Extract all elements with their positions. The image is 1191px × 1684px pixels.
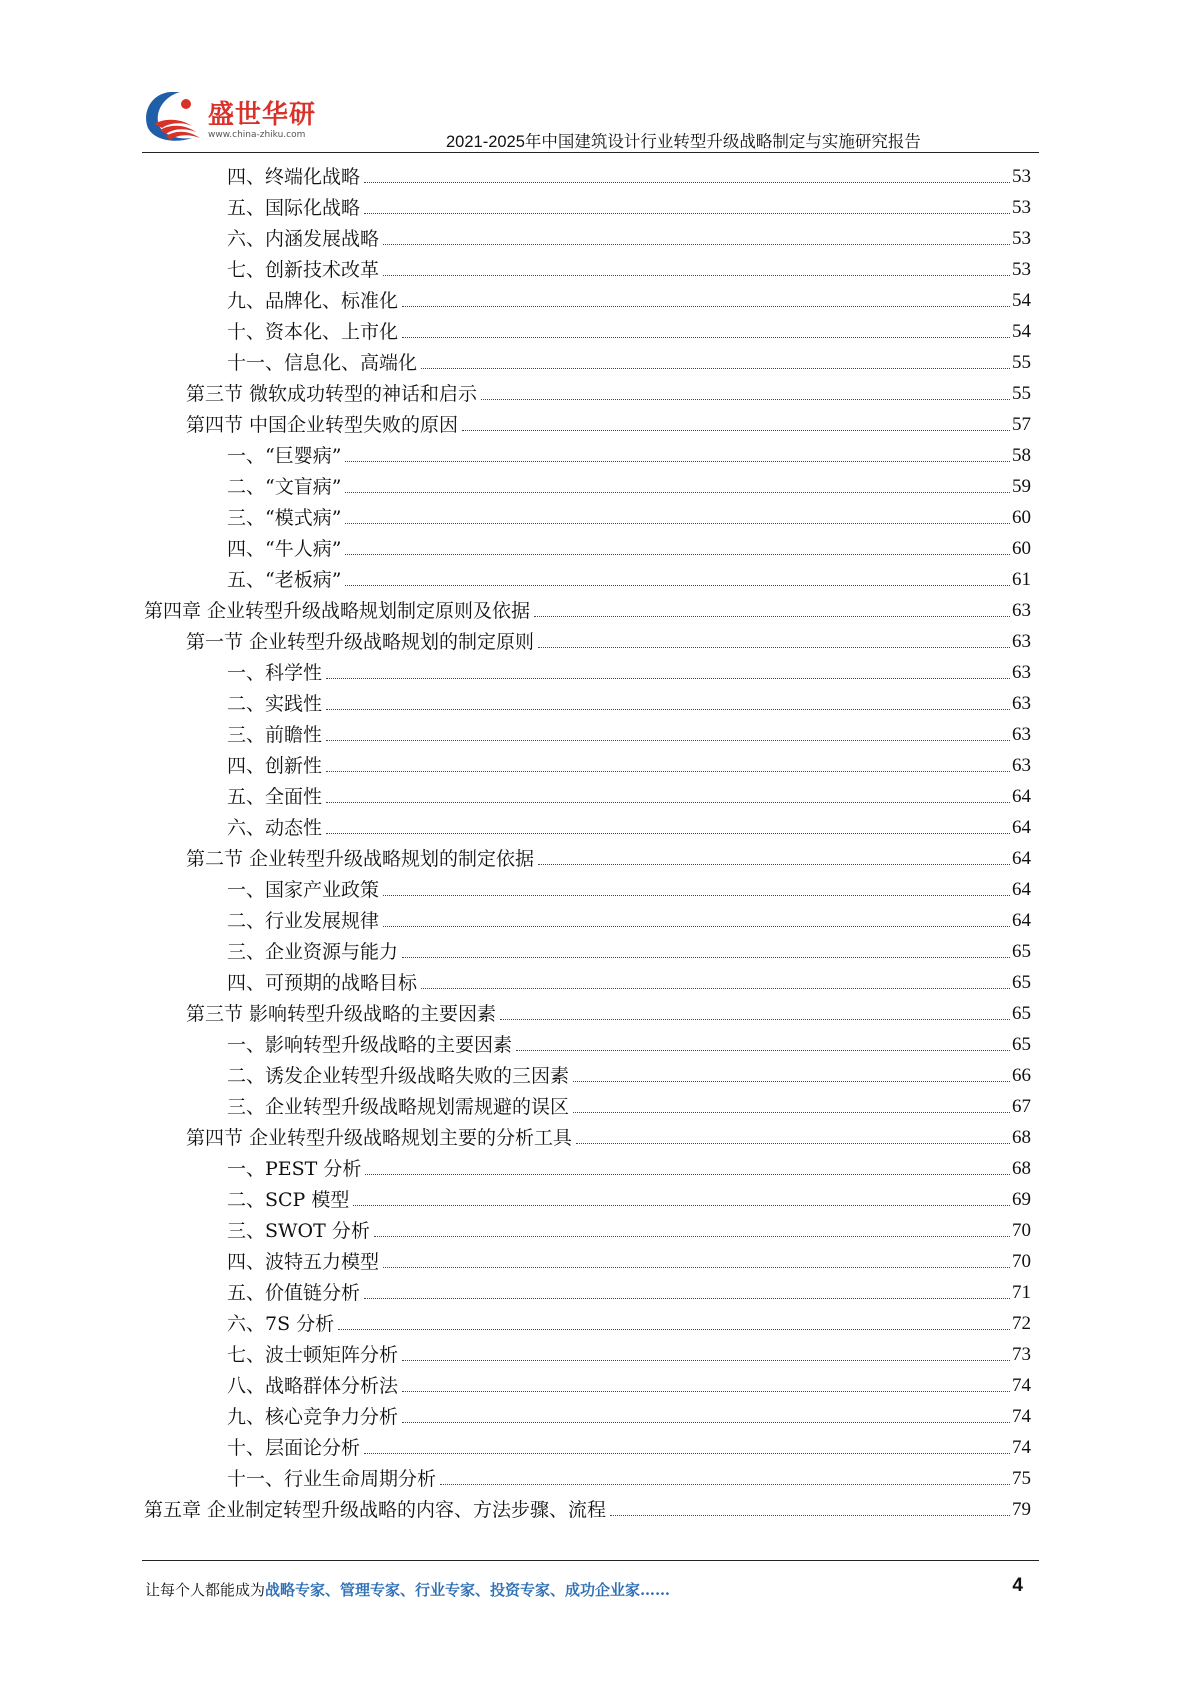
toc-entry-title: 四、波特五力模型 [227, 1251, 380, 1273]
toc-entry-title: 二、行业发展规律 [227, 910, 380, 932]
toc-entry[interactable] [186, 623, 1031, 654]
toc-entry-title: 三、“模式病” [227, 507, 342, 529]
logo-url: www.china-zhiku.com [208, 130, 306, 140]
toc-entry[interactable] [227, 1460, 1031, 1491]
toc-entry-page: 54 [1012, 290, 1031, 311]
toc-entry[interactable] [227, 220, 1031, 251]
toc-entry-title: 三、SWOT 分析 [227, 1220, 370, 1242]
toc-entry[interactable] [227, 716, 1031, 747]
toc-entry-page: 63 [1012, 755, 1031, 776]
toc-entry-page: 64 [1012, 848, 1031, 869]
toc-entry-title: 十、资本化、上市化 [227, 321, 399, 343]
toc-entry-page: 73 [1012, 1344, 1031, 1365]
toc-entry[interactable] [227, 871, 1031, 902]
toc-entry[interactable] [227, 654, 1031, 685]
toc-dot-leader [383, 244, 1010, 245]
slogan-highlight: 战略专家、管理专家、行业专家、投资专家、成功企业家…… [265, 1581, 671, 1599]
toc-entry[interactable] [227, 1243, 1031, 1274]
toc-entry-page: 61 [1012, 569, 1031, 590]
toc-dot-leader [573, 1112, 1010, 1113]
toc-entry-title: 二、SCP 模型 [227, 1189, 350, 1211]
toc-dot-leader [402, 1391, 1010, 1392]
toc-entry-title: 七、波士顿矩阵分析 [227, 1344, 399, 1366]
toc-entry-page: 64 [1012, 817, 1031, 838]
toc-entry[interactable] [227, 1305, 1031, 1336]
toc-entry-title: 第四章 企业转型升级战略规划制定原则及依据 [144, 600, 531, 622]
toc-entry-page: 55 [1012, 352, 1031, 373]
toc-dot-leader [364, 182, 1010, 183]
toc-entry-title: 第三节 影响转型升级战略的主要因素 [186, 1003, 497, 1025]
toc-entry-page: 64 [1012, 786, 1031, 807]
toc-dot-leader [538, 864, 1010, 865]
toc-dot-leader [338, 1329, 1010, 1330]
toc-entry-title: 一、“巨婴病” [227, 445, 342, 467]
toc-entry[interactable] [186, 1119, 1031, 1150]
toc-entry[interactable] [227, 468, 1031, 499]
toc-dot-leader [576, 1143, 1010, 1144]
toc-entry[interactable] [227, 902, 1031, 933]
toc-entry-page: 55 [1012, 383, 1031, 404]
toc-entry-page: 63 [1012, 693, 1031, 714]
toc-entry[interactable] [227, 344, 1031, 375]
toc-entry-page: 72 [1012, 1313, 1031, 1334]
toc-entry[interactable] [186, 375, 1031, 406]
toc-dot-leader [481, 399, 1010, 400]
toc-dot-leader [402, 1360, 1010, 1361]
toc-entry-page: 70 [1012, 1220, 1031, 1241]
toc-entry-title: 二、“文盲病” [227, 476, 342, 498]
document-title: 2021-2025年中国建筑设计行业转型升级战略制定与实施研究报告 [446, 133, 921, 151]
toc-dot-leader [500, 1019, 1010, 1020]
toc-dot-leader [538, 647, 1010, 648]
toc-entry-page: 63 [1012, 600, 1031, 621]
toc-entry-page: 70 [1012, 1251, 1031, 1272]
toc-entry-title: 第三节 微软成功转型的神话和启示 [186, 383, 478, 405]
toc-dot-leader [383, 1267, 1010, 1268]
toc-dot-leader [326, 802, 1010, 803]
toc-entry-title: 四、可预期的战略目标 [227, 972, 418, 994]
toc-entry[interactable] [227, 1181, 1031, 1212]
toc-entry[interactable] [227, 282, 1031, 313]
toc-entry[interactable] [227, 1367, 1031, 1398]
toc-dot-leader [326, 740, 1010, 741]
toc-entry-title: 十一、行业生命周期分析 [227, 1468, 437, 1490]
toc-dot-leader [573, 1081, 1010, 1082]
toc-entry[interactable] [227, 530, 1031, 561]
toc-dot-leader [383, 926, 1010, 927]
toc-entry[interactable] [227, 1274, 1031, 1305]
toc-entry-title: 五、全面性 [227, 786, 323, 808]
toc-entry-title: 一、科学性 [227, 662, 323, 684]
toc-entry-page: 74 [1012, 1406, 1031, 1427]
toc-entry-page: 68 [1012, 1158, 1031, 1179]
toc-dot-leader [440, 1484, 1010, 1485]
toc-entry-page: 65 [1012, 941, 1031, 962]
toc-dot-leader [364, 1453, 1010, 1454]
toc-entry-page: 59 [1012, 476, 1031, 497]
toc-entry-page: 53 [1012, 166, 1031, 187]
toc-entry-title: 第四节 中国企业转型失败的原因 [186, 414, 459, 436]
toc-entry[interactable] [227, 313, 1031, 344]
toc-entry[interactable] [144, 592, 1031, 623]
logo-text: 盛世华研 [208, 100, 317, 130]
toc-entry-title: 五、“老板病” [227, 569, 342, 591]
toc-dot-leader [534, 616, 1010, 617]
toc-entry-title: 三、前瞻性 [227, 724, 323, 746]
toc-entry[interactable] [227, 499, 1031, 530]
toc-entry-page: 67 [1012, 1096, 1031, 1117]
toc-dot-leader [345, 585, 1010, 586]
toc-entry-page: 64 [1012, 910, 1031, 931]
toc-entry[interactable] [227, 1398, 1031, 1429]
toc-entry-title: 二、实践性 [227, 693, 323, 715]
toc-entry[interactable] [227, 1057, 1031, 1088]
toc-dot-leader [383, 275, 1010, 276]
toc-entry-title: 九、品牌化、标准化 [227, 290, 399, 312]
toc-dot-leader [345, 554, 1010, 555]
toc-entry[interactable] [144, 1491, 1031, 1522]
footer-slogan [145, 1579, 670, 1600]
toc-entry[interactable] [186, 995, 1031, 1026]
toc-entry-title: 九、核心竞争力分析 [227, 1406, 399, 1428]
toc-dot-leader [364, 1298, 1010, 1299]
toc-entry-title: 第四节 企业转型升级战略规划主要的分析工具 [186, 1127, 573, 1149]
toc-entry-title: 四、“牛人病” [227, 538, 342, 560]
toc-dot-leader [402, 337, 1010, 338]
toc-entry-page: 68 [1012, 1127, 1031, 1148]
toc-entry-title: 第五章 企业制定转型升级战略的内容、方法步骤、流程 [144, 1499, 607, 1521]
toc-entry[interactable] [227, 964, 1031, 995]
toc-entry-title: 十、层面论分析 [227, 1437, 361, 1459]
toc-dot-leader [402, 957, 1010, 958]
toc-entry[interactable] [227, 778, 1031, 809]
toc-entry[interactable] [227, 685, 1031, 716]
toc-dot-leader [345, 492, 1010, 493]
toc-entry[interactable] [227, 437, 1031, 468]
toc-entry[interactable] [227, 1088, 1031, 1119]
toc-entry-title: 一、国家产业政策 [227, 879, 380, 901]
toc-dot-leader [345, 461, 1010, 462]
toc-dot-leader [364, 213, 1010, 214]
toc-dot-leader [345, 523, 1010, 524]
toc-entry[interactable] [227, 1150, 1031, 1181]
toc-dot-leader [326, 833, 1010, 834]
toc-entry-page: 63 [1012, 662, 1031, 683]
toc-entry-page: 65 [1012, 1003, 1031, 1024]
toc-entry-page: 63 [1012, 631, 1031, 652]
toc-entry-page: 54 [1012, 321, 1031, 342]
toc-entry-title: 第一节 企业转型升级战略规划的制定原则 [186, 631, 535, 653]
toc-entry-title: 七、创新技术改革 [227, 259, 380, 281]
toc-dot-leader [462, 430, 1010, 431]
toc-entry-title: 三、企业资源与能力 [227, 941, 399, 963]
toc-entry-title: 一、PEST 分析 [227, 1158, 362, 1180]
toc-dot-leader [326, 771, 1010, 772]
toc-entry[interactable] [227, 251, 1031, 282]
toc-entry-title: 五、国际化战略 [227, 197, 361, 219]
toc-entry-page: 53 [1012, 259, 1031, 280]
toc-entry-page: 58 [1012, 445, 1031, 466]
toc-entry-title: 五、价值链分析 [227, 1282, 361, 1304]
toc-entry[interactable] [227, 1212, 1031, 1243]
toc-entry-page: 69 [1012, 1189, 1031, 1210]
toc-dot-leader [516, 1050, 1010, 1051]
toc-dot-leader [402, 1422, 1010, 1423]
toc-entry-page: 75 [1012, 1468, 1031, 1489]
toc-entry-page: 63 [1012, 724, 1031, 745]
toc-entry-page: 74 [1012, 1437, 1031, 1458]
page-number: 4 [1012, 1575, 1023, 1596]
toc-entry-title: 一、影响转型升级战略的主要因素 [227, 1034, 513, 1056]
toc-entry-page: 65 [1012, 1034, 1031, 1055]
toc-dot-leader [326, 678, 1010, 679]
toc-entry-title: 六、内涵发展战略 [227, 228, 380, 250]
toc-entry-title: 六、动态性 [227, 817, 323, 839]
toc-entry[interactable] [186, 406, 1031, 437]
toc-entry[interactable] [227, 189, 1031, 220]
toc-entry-page: 74 [1012, 1375, 1031, 1396]
toc-entry-title: 四、创新性 [227, 755, 323, 777]
toc-entry-page: 60 [1012, 538, 1031, 559]
toc-entry-page: 57 [1012, 414, 1031, 435]
toc-entry[interactable] [227, 747, 1031, 778]
toc-entry-page: 65 [1012, 972, 1031, 993]
toc-entry[interactable] [227, 1026, 1031, 1057]
toc-entry[interactable] [227, 1429, 1031, 1460]
toc-entry[interactable] [227, 1336, 1031, 1367]
toc-entry-page: 66 [1012, 1065, 1031, 1086]
toc-dot-leader [383, 895, 1010, 896]
toc-dot-leader [326, 709, 1010, 710]
toc-entry-page: 60 [1012, 507, 1031, 528]
toc-entry[interactable] [186, 840, 1031, 871]
toc-entry-title: 二、诱发企业转型升级战略失败的三因素 [227, 1065, 570, 1087]
toc-dot-leader [402, 306, 1010, 307]
toc-dot-leader [610, 1515, 1010, 1516]
toc-entry-title: 十一、信息化、高端化 [227, 352, 418, 374]
toc-entry[interactable] [227, 933, 1031, 964]
toc-entry-page: 53 [1012, 197, 1031, 218]
toc-entry[interactable] [227, 158, 1031, 189]
toc-entry[interactable] [227, 561, 1031, 592]
header-divider [142, 152, 1039, 153]
toc-entry[interactable] [227, 809, 1031, 840]
toc-dot-leader [421, 368, 1010, 369]
toc-entry-page: 53 [1012, 228, 1031, 249]
toc-dot-leader [421, 988, 1010, 989]
toc-entry-page: 64 [1012, 879, 1031, 900]
toc-dot-leader [353, 1205, 1010, 1206]
toc-entry-title: 八、战略群体分析法 [227, 1375, 399, 1397]
toc-dot-leader [365, 1174, 1010, 1175]
toc-dot-leader [374, 1236, 1010, 1237]
footer-divider [142, 1560, 1039, 1561]
toc-entry-page: 79 [1012, 1499, 1031, 1520]
toc-entry-title: 六、7S 分析 [227, 1313, 335, 1335]
toc-entry-title: 四、终端化战略 [227, 166, 361, 188]
toc-entry-title: 三、企业转型升级战略规划需规避的误区 [227, 1096, 570, 1118]
toc-entry-title: 第二节 企业转型升级战略规划的制定依据 [186, 848, 535, 870]
slogan-prefix: 让每个人都能成为 [145, 1581, 266, 1599]
toc-entry-page: 71 [1012, 1282, 1031, 1303]
